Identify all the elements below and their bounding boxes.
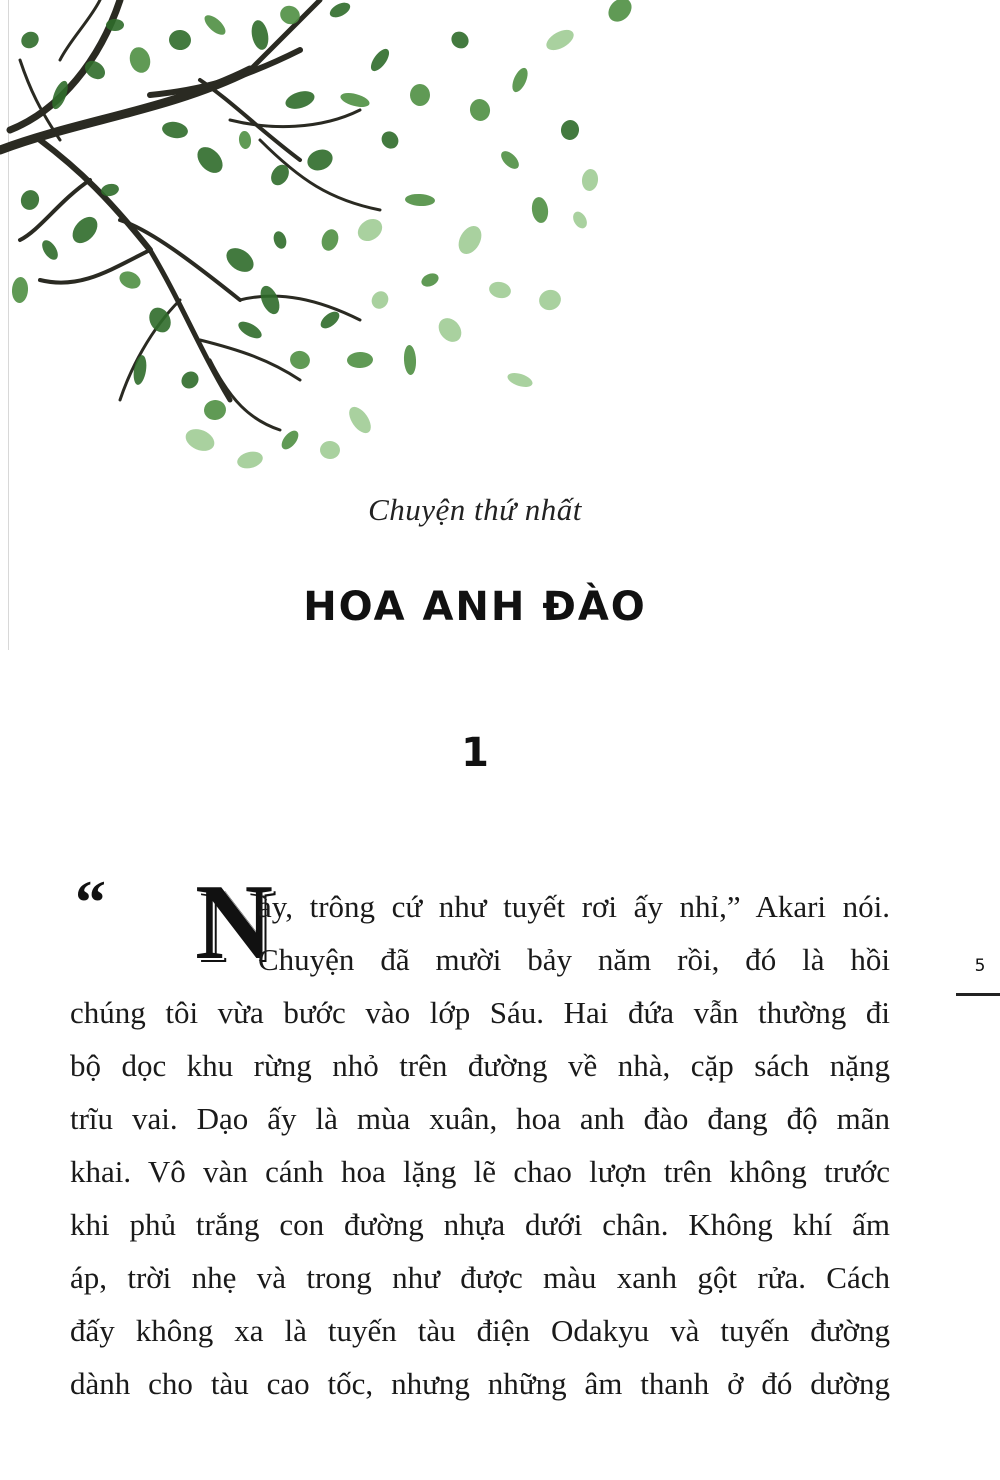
leaf [68,212,103,248]
leaf [182,425,217,455]
branch [240,296,360,320]
leaf [106,19,124,31]
leaves [11,0,636,471]
leaf [509,66,531,95]
page-number-rule [956,993,1000,996]
leaf [81,57,108,83]
leaf [419,271,440,289]
branch [150,50,300,95]
leaf [236,318,265,341]
chapter-kicker: Chuyện thứ nhất [368,492,582,527]
text-line: trĩu vai. Dạo ấy là mùa xuân, hoa anh đào đang độ mãn [70,1101,890,1136]
leaf [127,45,153,76]
leaf [201,12,228,38]
text-line: khi phủ trắng con đường nhựa dưới chân. Không khí ấm [70,1207,890,1242]
leaf [304,146,336,174]
leaf [192,142,227,178]
leaf [288,349,312,371]
leaf [560,119,581,141]
section-number: 1 [461,730,489,776]
leaf [168,29,192,51]
leaf [405,193,436,207]
leaf [39,238,61,263]
text-line: Chuyện đã mười bảy năm rồi, đó là hồi [258,942,890,977]
leaf [543,26,577,55]
branch [210,360,280,430]
branch [10,0,120,130]
text-line: đấy không xa là tuyến tàu điện Odakyu và tuyến đường [70,1313,890,1348]
leaf [238,130,252,149]
text-line: khai. Vô vàn cánh hoa lặng lẽ chao lượn trên không trước [70,1154,890,1189]
leaf [354,214,387,245]
leaf [320,441,341,460]
leaf [536,287,563,313]
leaf [11,276,29,303]
leaf [178,368,202,392]
leaf [272,230,289,251]
leaf [235,449,264,471]
drop-cap-letter: N [195,863,273,982]
leaf [249,19,270,52]
text-line: ày, trông cứ như tuyết rơi ấy nhỉ,” Akari nói. [258,889,890,924]
leaf [368,288,391,312]
leaf [403,345,417,376]
text-line: áp, trời nhẹ và trong như được màu xanh gột rửa. Cách [70,1260,890,1295]
leaf [132,354,149,386]
chapter-title: HOA ANH ĐÀO [303,584,647,630]
text-line: chúng tôi vừa bước vào lớp Sáu. Hai đứa vẫn thường đi [70,995,890,1030]
leaf [117,268,144,292]
leaf [378,128,402,152]
branches [0,0,380,430]
leaf [570,209,589,231]
text-line: bộ dọc khu rừng nhỏ trên đường về nhà, cặp sách nặng [70,1048,890,1083]
leaf [18,188,42,213]
page-number: 5 [974,956,986,976]
leaf [319,227,341,253]
leaf [161,120,189,140]
leaf [410,84,430,106]
branch [200,80,300,160]
leaf [368,46,393,74]
leaf [448,28,472,52]
leaf [434,314,466,347]
leaf [345,403,375,437]
leaf [530,196,549,224]
leaf [283,88,316,112]
branch-illustration [0,0,640,490]
leaf [327,0,352,20]
leaf [454,222,486,258]
leaf [487,280,512,301]
text-line: dành cho tàu cao tốc, nhưng những âm thanh ở đó dường [70,1366,890,1401]
leaf [581,168,600,192]
leaf [278,428,301,453]
leaf [498,148,522,172]
leaf [257,283,283,317]
body-text [70,863,890,1410]
leaf [347,352,374,369]
leaf [339,90,371,109]
leaf [468,97,492,123]
leaf [18,28,42,51]
leaf [506,370,534,389]
leaf [222,243,258,277]
branch [40,140,150,250]
leaf [604,0,636,26]
leaf [203,399,227,422]
opening-quote-mark: “ [75,869,106,937]
